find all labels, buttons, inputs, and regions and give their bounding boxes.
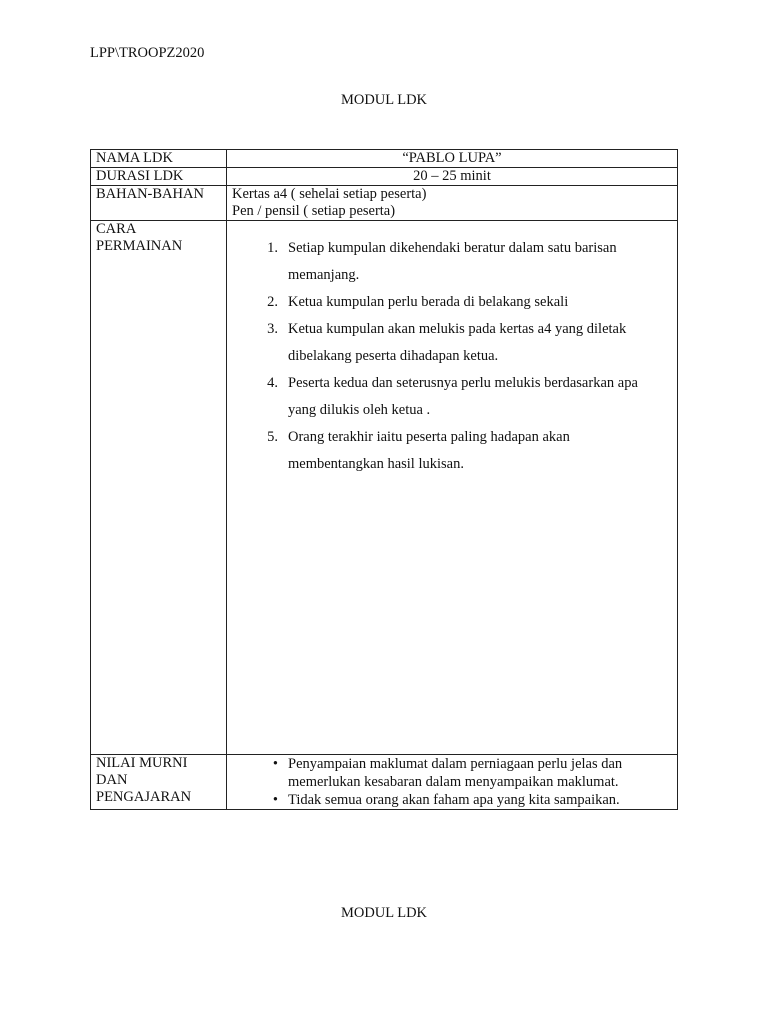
step-item <box>232 370 672 424</box>
bullet-text: Penyampaian maklumat dalam perniagaan perlu jelas dan memerlukan kesabaran dalam menyampaikan maklumat. <box>288 756 623 790</box>
row-cara <box>91 221 678 755</box>
nama-value: “PABLO LUPA” <box>227 150 678 168</box>
step-number: 2. <box>267 294 278 310</box>
bullet-item <box>232 791 672 809</box>
step-text: Orang terakhir iaitu peserta paling hadapan akan membentangkan hasil lukisan. <box>288 429 570 472</box>
bahan-item: Kertas a4 ( sehelai setiap peserta) <box>232 186 427 202</box>
step-item <box>232 424 672 478</box>
page-title: MODUL LDK <box>340 92 428 108</box>
step-item <box>232 289 672 316</box>
cara-label <box>91 221 227 755</box>
steps-list <box>232 221 672 478</box>
row-nama <box>91 150 678 168</box>
nama-label: NAMA LDK <box>91 150 227 168</box>
durasi-label: DURASI LDK <box>91 168 227 186</box>
bullet-icon: • <box>272 792 278 808</box>
bullet-text: Tidak semua orang akan faham apa yang kita sampaikan. <box>288 792 620 808</box>
cara-label-line: CARA <box>96 221 137 237</box>
nilai-points-cell <box>227 755 678 810</box>
ldk-module-table <box>90 149 678 810</box>
step-item <box>232 316 672 370</box>
document-header-code: LPP\TROOPZ2020 <box>90 45 205 61</box>
step-number: 4. <box>267 375 278 391</box>
step-item <box>232 235 672 289</box>
step-number: 3. <box>267 321 278 337</box>
step-number: 5. <box>267 429 278 445</box>
bahan-item: Pen / pensil ( setiap peserta) <box>232 203 396 219</box>
step-text: Ketua kumpulan perlu berada di belakang sekali <box>288 294 569 310</box>
nilai-label-line: DAN <box>96 772 128 788</box>
bullet-item <box>232 755 672 791</box>
cara-steps-cell <box>227 221 678 755</box>
row-nilai <box>91 755 678 810</box>
nilai-label-line: NILAI MURNI <box>96 755 188 771</box>
step-number: 1. <box>267 240 278 256</box>
bahan-label: BAHAN-BAHAN <box>91 186 227 221</box>
durasi-value: 20 – 25 minit <box>227 168 678 186</box>
next-page-title: MODUL LDK <box>340 905 428 921</box>
bahan-values <box>227 186 678 221</box>
step-text: Peserta kedua dan seterusnya perlu melukis berdasarkan apa yang dilukis oleh ketua . <box>288 375 638 418</box>
nilai-label <box>91 755 227 810</box>
bullet-icon: • <box>272 756 278 772</box>
cara-label-line: PERMAINAN <box>96 238 183 254</box>
nilai-label-line: PENGAJARAN <box>96 789 192 805</box>
row-durasi <box>91 168 678 186</box>
step-text: Ketua kumpulan akan melukis pada kertas a4 yang diletak dibelakang peserta dihadapan ketua. <box>288 321 627 364</box>
nilai-bullet-list <box>232 755 672 809</box>
step-text: Setiap kumpulan dikehendaki beratur dalam satu barisan memanjang. <box>288 240 617 283</box>
row-bahan <box>91 186 678 221</box>
